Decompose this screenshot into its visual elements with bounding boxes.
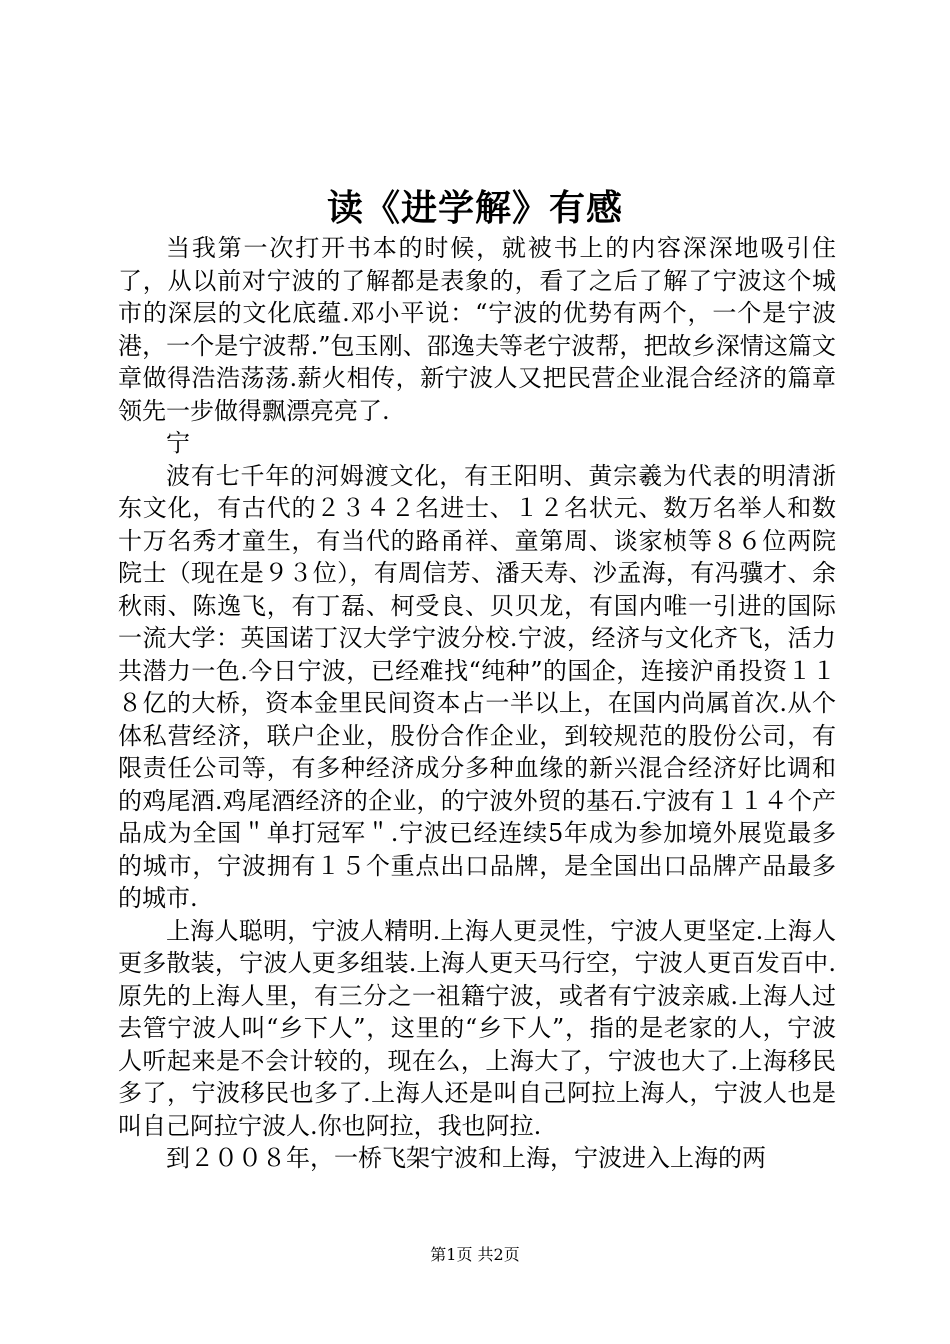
page-footer: 第1页 共2页 [430, 1245, 520, 1264]
paragraph-5: 到２００８年，一桥飞架宁波和上海，宁波进入上海的两 [166, 1144, 766, 1172]
document-title: 读《进学解》有感 [326, 187, 623, 229]
document-body [118, 232, 836, 1175]
paragraph-4: 上海人聪明，宁波人精明.上海人更灵性，宁波人更坚定.上海人更多散装，宁波人更多组装.上海人更天马行空，宁波人更百发百中.原先的上海人里，有三分之一祖籍宁波，或者有宁波亲戚.上海人过去管宁波人叫“乡下人”，这里的“乡下人”，指的是老家的人，宁波人听起来是不会计较的，现在么，上海大了，宁波也大了.上海移民多了，宁波移民也多了.上海人还是叫自己阿拉上海人，宁波人也是叫自己阿拉宁波人.你也阿拉，我也阿拉. [118, 916, 836, 1140]
paragraph-3: 波有七千年的河姆渡文化，有王阳明、黄宗羲为代表的明清浙东文化，有古代的２３４２名进士、１２名状元、数万名举人和数十万名秀才童生，有当代的路甬祥、童第周、谈家桢等８６位两院院士（现在是９３位），有周信芳、潘天寿、沙孟海，有冯骥才、余秋雨、陈逸飞，有丁磊、柯受良、贝贝龙，有国内唯一引进的国际一流大学：英国诺丁汉大学宁波分校.宁波，经济与文化齐飞，活力共潜力一色.今日宁波，已经难找“纯种”的国企，连接沪甬投资１１８亿的大桥，资本金里民间资本占一半以上，在国内尚属首次.从个体私营经济，联户企业，股份合作企业，到较规范的股份公司，有限责任公司等，有多种经济成分多种血缘的新兴混合经济好比调和的鸡尾酒.鸡尾酒经济的企业，的宁波外贸的基石.宁波有１１４个产品成为全国＂单打冠军＂.宁波已经连续5年成为参加境外展览最多的城市，宁波拥有１５个重点出口品牌，是全国出口品牌产品最多的城市. [118, 461, 836, 912]
paragraph-2: 宁 [166, 429, 190, 457]
paragraph-1: 当我第一次打开书本的时候，就被书上的内容深深地吸引住了，从以前对宁波的了解都是表象的，看了之后了解了宁波这个城市的深层的文化底蕴.邓小平说：“宁波的优势有两个，一个是宁波港，一个是宁波帮.”包玉刚、邵逸夫等老宁波帮，把故乡深情这篇文章做得浩浩荡荡.薪火相传，新宁波人又把民营企业混合经济的篇章领先一步做得飘漂亮亮了. [118, 234, 836, 425]
